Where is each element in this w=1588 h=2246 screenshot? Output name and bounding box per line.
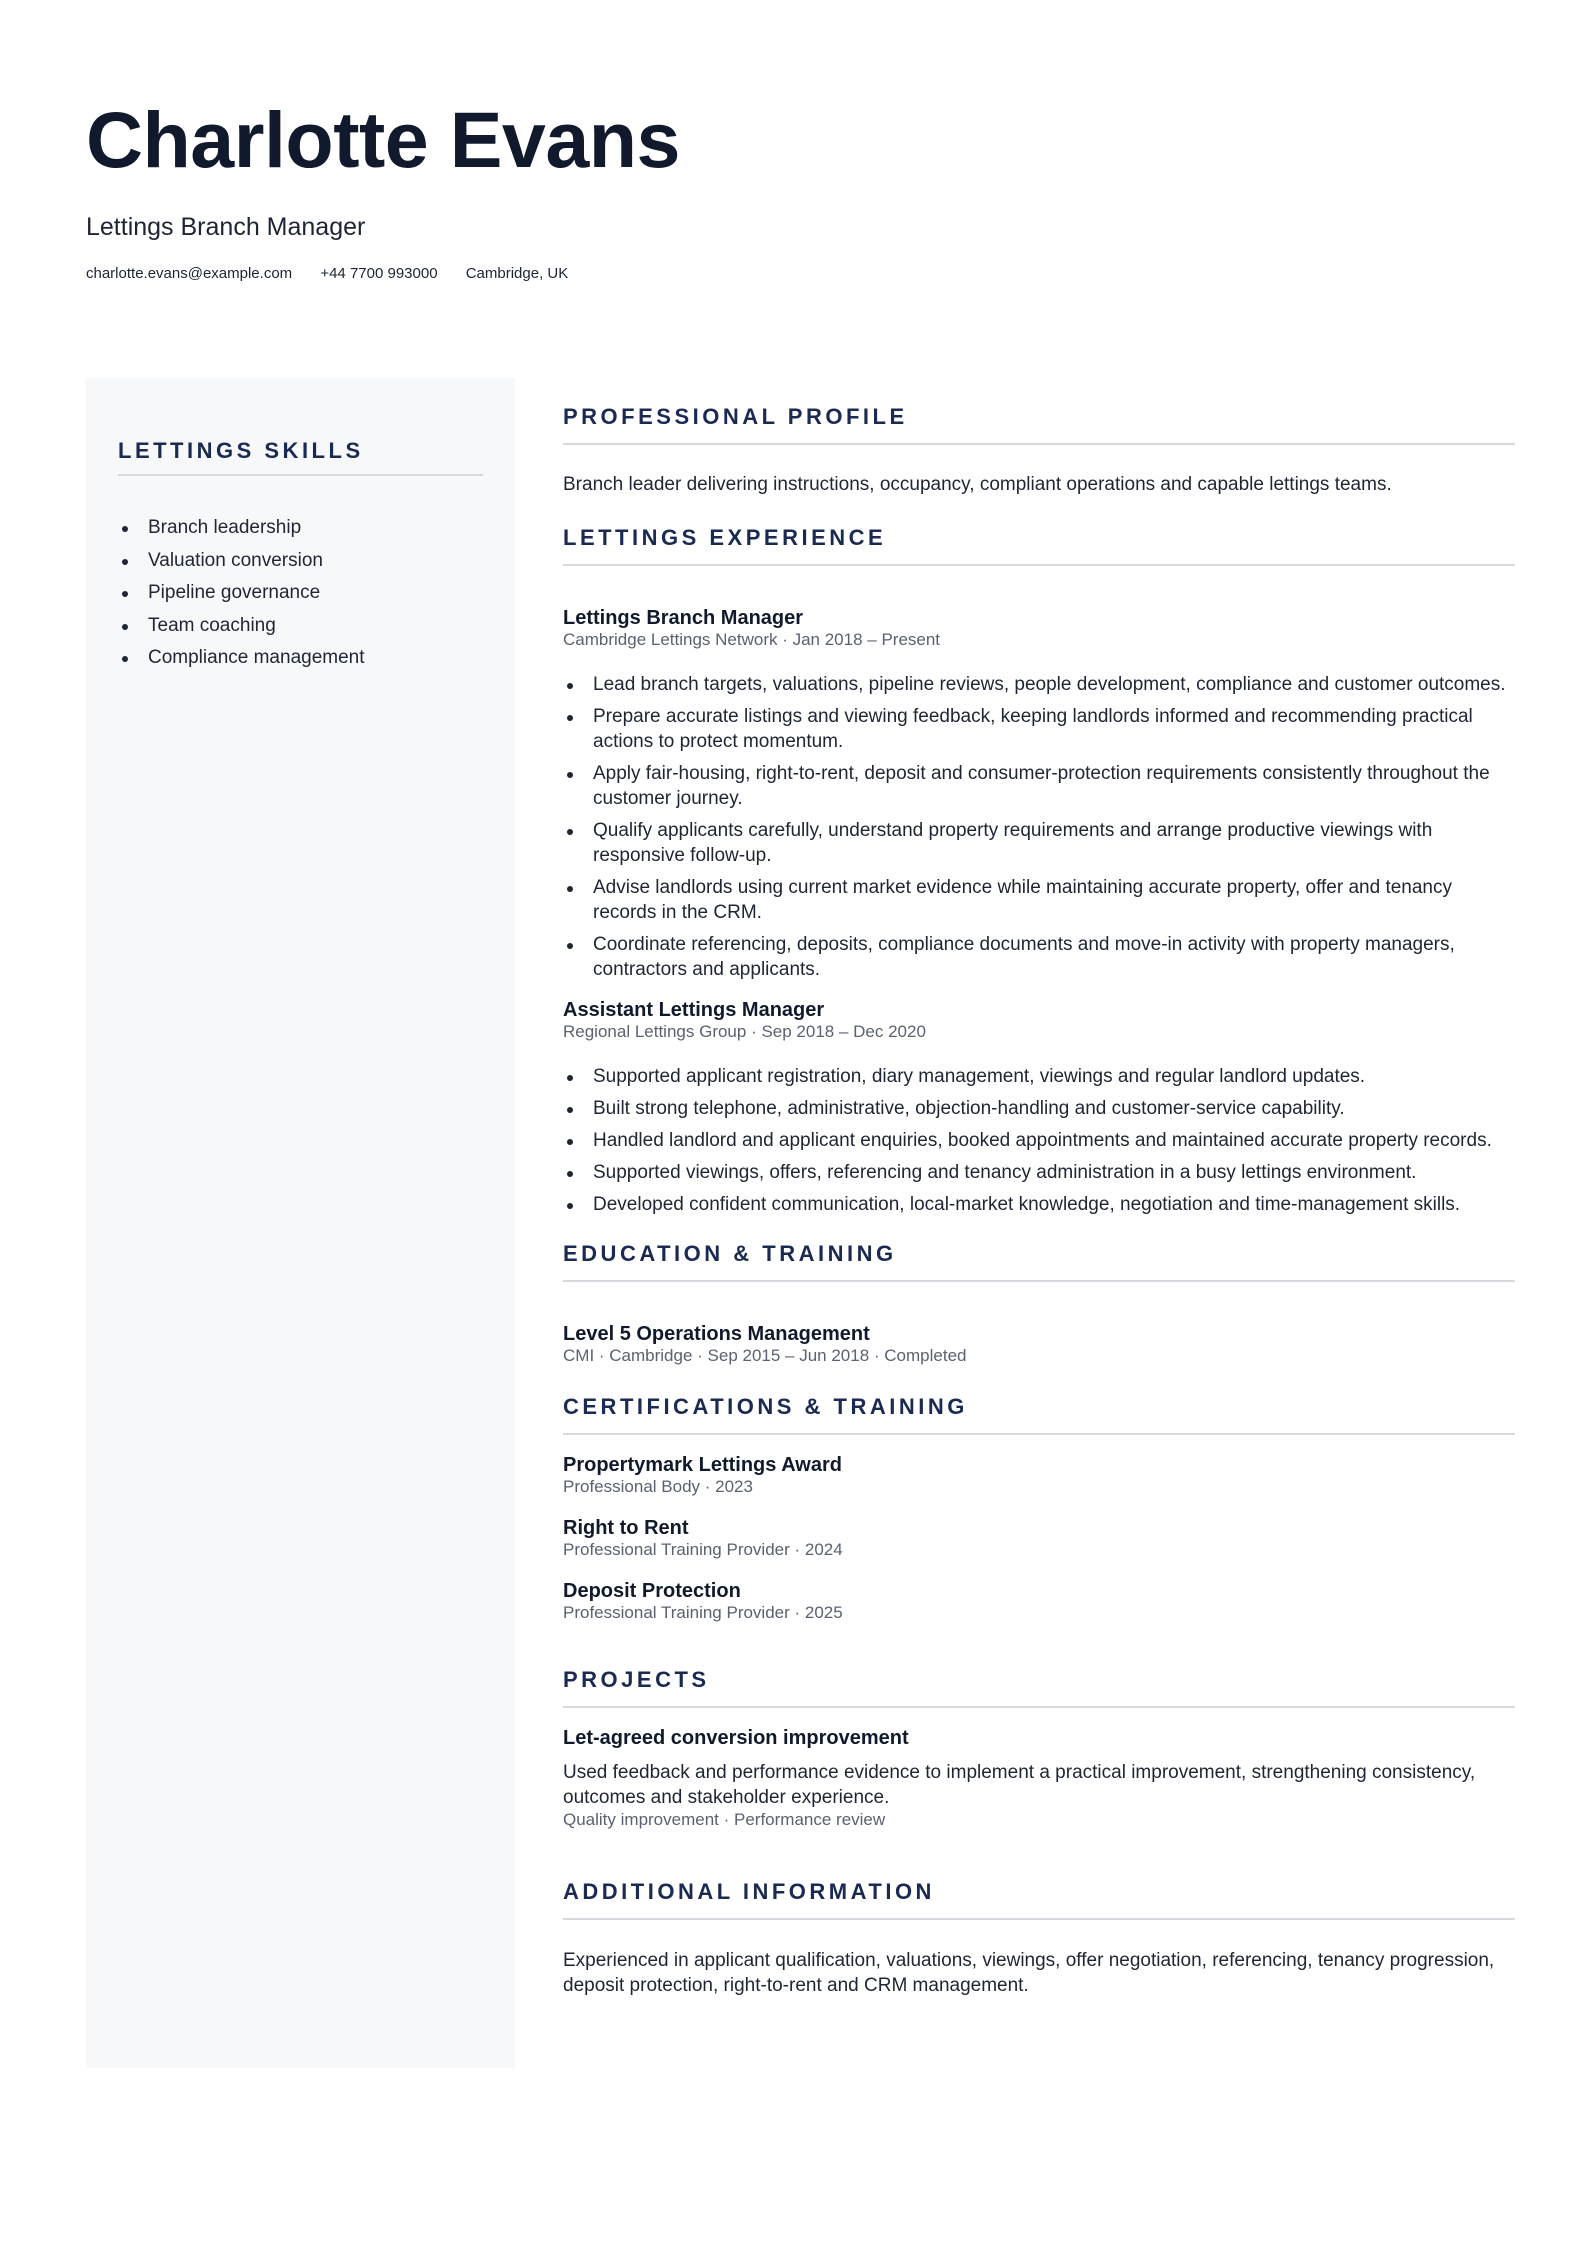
certifications-heading: CERTIFICATIONS & TRAINING	[563, 1392, 1515, 1435]
projects-heading: PROJECTS	[563, 1665, 1515, 1708]
skill-item: Branch leadership	[118, 512, 483, 545]
candidate-title: Lettings Branch Manager	[86, 213, 366, 241]
job-entry	[563, 606, 1515, 982]
skill-item: Pipeline governance	[118, 577, 483, 610]
job-bullet: Advise landlords using current market evidence while maintaining accurate property, offer and tenancy records in the CRM.	[563, 875, 1515, 925]
contact-email: charlotte.evans@example.com	[86, 265, 293, 282]
profile-section	[563, 402, 1515, 497]
job-meta: Regional Lettings Group · Sep 2018 – Dec 2020	[563, 1022, 926, 1041]
certification-entry	[563, 1579, 1515, 1623]
additional-section	[563, 1877, 1515, 1998]
additional-heading: ADDITIONAL INFORMATION	[563, 1877, 1515, 1920]
contact-line	[86, 264, 1506, 284]
education-section	[563, 1239, 1515, 1366]
job-bullet: Apply fair-housing, right-to-rent, deposit and consumer-protection requirements consistently throughout the customer journey.	[563, 761, 1515, 811]
job-bullet: Handled landlord and applicant enquiries, booked appointments and maintained accurate property records.	[563, 1128, 1515, 1153]
skills-heading: LETTINGS SKILLS	[118, 436, 483, 476]
candidate-name: Charlotte Evans	[86, 95, 680, 184]
profile-heading: PROFESSIONAL PROFILE	[563, 402, 1515, 445]
certification-title: Deposit Protection	[563, 1580, 741, 1602]
certifications-section	[563, 1392, 1515, 1623]
experience-heading: LETTINGS EXPERIENCE	[563, 523, 1515, 566]
project-entry	[563, 1726, 1515, 1830]
skill-item: Compliance management	[118, 642, 483, 675]
project-title: Let-agreed conversion improvement	[563, 1727, 909, 1749]
job-bullet: Built strong telephone, administrative, objection-handling and customer-service capability.	[563, 1096, 1515, 1121]
job-bullet: Prepare accurate listings and viewing feedback, keeping landlords informed and recommending practical actions to protect momentum.	[563, 704, 1515, 754]
project-meta: Quality improvement · Performance review	[563, 1810, 886, 1829]
job-meta: Cambridge Lettings Network · Jan 2018 – Present	[563, 630, 941, 649]
certification-meta: Professional Training Provider · 2025	[563, 1603, 843, 1622]
additional-text: Experienced in applicant qualification, valuations, viewings, offer negotiation, referencing, tenancy progression, deposit protection, right-to-rent and CRM management.	[563, 1950, 1495, 1996]
profile-text: Branch leader delivering instructions, occupancy, compliant operations and capable lettings teams.	[563, 474, 1392, 495]
job-bullet: Coordinate referencing, deposits, compliance documents and move-in activity with property managers, contractors and applicants.	[563, 932, 1515, 982]
skills-list	[118, 512, 483, 675]
resume-header	[86, 90, 1506, 284]
projects-section	[563, 1665, 1515, 1830]
certification-title: Right to Rent	[563, 1517, 689, 1539]
certification-entry	[563, 1453, 1515, 1497]
job-bullet: Supported applicant registration, diary management, viewings and regular landlord updates.	[563, 1064, 1515, 1089]
skills-sidebar	[86, 378, 515, 2068]
experience-section	[563, 523, 1515, 1217]
education-title: Level 5 Operations Management	[563, 1323, 870, 1345]
skill-item: Team coaching	[118, 610, 483, 643]
job-bullet: Supported viewings, offers, referencing and tenancy administration in a busy lettings environment.	[563, 1160, 1515, 1185]
job-bullet: Qualify applicants carefully, understand property requirements and arrange productive viewings with responsive follow-up.	[563, 818, 1515, 868]
contact-location: Cambridge, UK	[465, 265, 569, 282]
certification-entry	[563, 1516, 1515, 1560]
certification-title: Propertymark Lettings Award	[563, 1454, 842, 1476]
job-bullets	[563, 672, 1515, 982]
certification-meta: Professional Training Provider · 2024	[563, 1540, 843, 1559]
job-entry	[563, 998, 1515, 1217]
skill-item: Valuation conversion	[118, 545, 483, 578]
main-column	[563, 402, 1515, 1998]
job-title: Assistant Lettings Manager	[563, 999, 825, 1021]
job-bullet: Lead branch targets, valuations, pipeline reviews, people development, compliance and customer outcomes.	[563, 672, 1515, 697]
project-description: Used feedback and performance evidence to implement a practical improvement, strengthening consistency, outcomes and stakeholder experience.	[563, 1762, 1476, 1808]
certification-meta: Professional Body · 2023	[563, 1477, 753, 1496]
education-entry	[563, 1322, 1515, 1366]
contact-phone: +44 7700 993000	[320, 265, 438, 282]
education-meta: CMI · Cambridge · Sep 2015 – Jun 2018 · Completed	[563, 1346, 967, 1365]
job-bullet: Developed confident communication, local-market knowledge, negotiation and time-management skills.	[563, 1192, 1515, 1217]
education-heading: EDUCATION & TRAINING	[563, 1239, 1515, 1282]
job-title: Lettings Branch Manager	[563, 607, 804, 629]
job-bullets	[563, 1064, 1515, 1217]
